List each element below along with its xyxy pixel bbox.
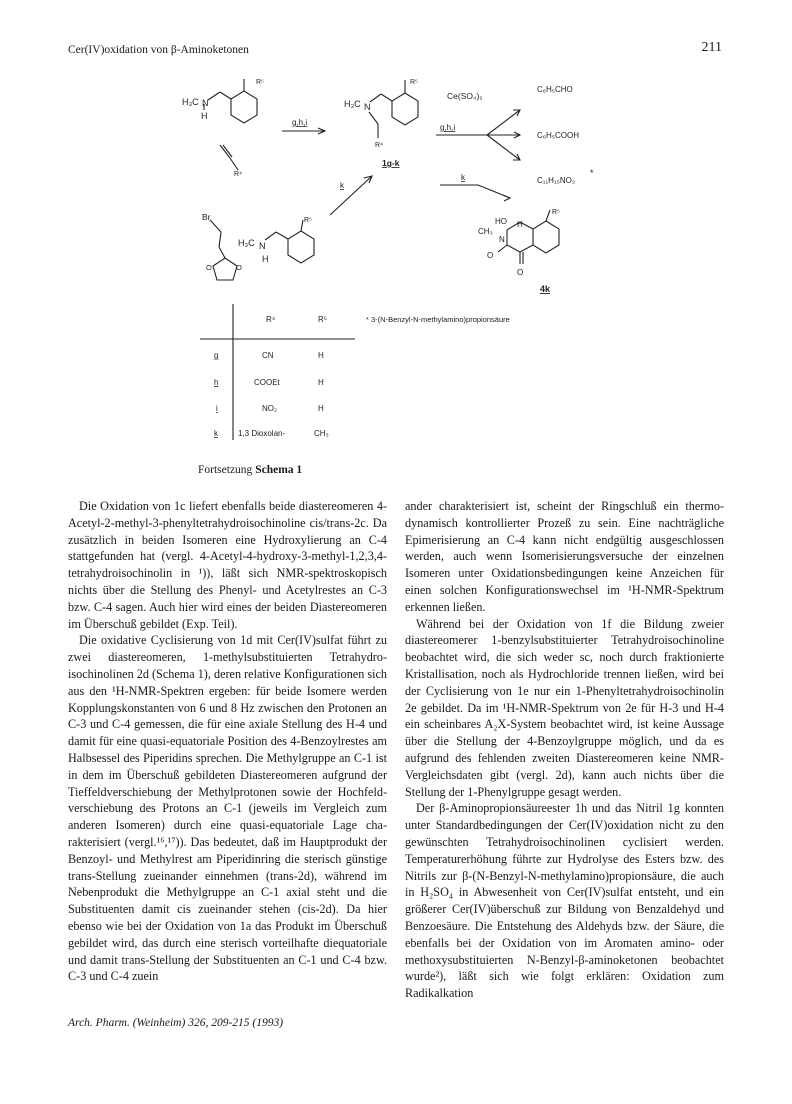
product-4k (478, 209, 560, 294)
table-row-key: h (214, 378, 219, 387)
step-k-label: k (461, 173, 465, 182)
scheme-footnote: * 3-(N-Benzyl-N-methylamino)propionsäure (366, 315, 510, 324)
caption-bold: Schema 1 (255, 464, 303, 476)
carbonyl-o-label: O (517, 268, 524, 277)
arrow-ghi (282, 118, 325, 134)
running-title: Cer(IV)oxidation von β-Aminoketonen (68, 44, 249, 56)
h-label: H (262, 254, 269, 264)
h-label: H (517, 220, 523, 229)
bromine-label: Br (202, 212, 211, 222)
table-cell-r5: H (318, 351, 324, 360)
table-row-key: k (214, 429, 218, 438)
caption-prefix: Fortsetzung (198, 464, 253, 476)
h3c-label: H₃C (238, 238, 255, 248)
h3c-label: H₃C (344, 99, 361, 109)
paragraph: Der β-Aminopropionsäureester 1h und das Nitril 1g konnten unter Standardbedingungen der Cer(IV)oxidation nicht zu den gewünschten Tetrahydroisochinolinen cyclisiert werden. Temperaturerhöhung führte zur Hydrolyse des Esters bzw. des Nitrils zur β-(N-Benzyl-N-methylamino)propionsäure, die auch in H₂SO₄ in Abwesenheit von Cer(IV)sulfat entsteht, und ein größerer Cer(IV)überschuß zur Bildung von Benzaldehyd und Benzoesäure. Die Entstehung des Aldehyds bzw. der Säure, die ebenfalls bei der Oxidation von im Aromaten amino- oder methoxysubstituierten N-Benzyl-β-aminoketonen beobachtet wurde²), läßt sich wie folgt erklären: Oxidation zum Radikalkation (405, 801, 724, 1001)
table-cell-r4: 1,3 Dioxolan- (238, 429, 286, 438)
page-number: 211 (701, 40, 722, 55)
paragraph: ander charakterisiert ist, scheint der Ringschluß ein thermodynamisch kontrollierter Prozeß zu sein. Eine nachträgliche Epimerisierung an C-4 kann nicht endgültig ausgeschlossen werden, auch wenn Isomerisierungsversuche der einzelnen Isomeren unter Oxidationsbedingungen keine Anzeichen für einen solchen Konfigurationswechsel im ¹H-NMR-Spektrum erkennen ließen. (405, 499, 724, 614)
r5-label: R⁵ (304, 217, 312, 224)
product-benzaldehyde: C₆H₅CHO (537, 85, 573, 94)
scheme-caption (198, 464, 302, 476)
reactant-amine (182, 79, 264, 123)
substituent-table (200, 304, 355, 440)
h3c-label: H₃C (182, 97, 199, 107)
table-cell-r4: NO₂ (262, 404, 278, 413)
r5-label: R⁵ (552, 209, 560, 216)
carbonyl-o-label: O (487, 251, 494, 260)
reactant-alkene (220, 145, 242, 178)
table-header-r5: R⁵ (318, 315, 328, 324)
compound-4k-label: 4k (540, 284, 551, 294)
body-column-left (68, 498, 387, 985)
body-column-right (405, 498, 724, 1002)
paragraph: Die oxidative Cyclisierung von 1d mit Cer(IV)sulfat führt zu zwei diastereomeren, 1-methylsubstituierten Tetrahydroisochinolinen 2d (Schema 1), deren relative Konfigurationen sich aus den ¹H-NMR-Spektren ergeben: für beide Isomere werden Kopplungskonstanten von 6 und 8 Hz zwischen den Protonen an C-3 und C-4 gemessen, die für eine axiale Stellung des H-4 und damit für eine quasi-equatoriale Position des 4-Benzoylrestes am Halbsessel des Piperidins sprechen. Die Methylgruppe an C-1 ist in dem im Überschuß gebildeten Diastereomeren aufgrund der Tieffeldverschiebung der Methylprotonen sowie der Hochfeldverschiebung des Protons an C-1 (jeweils im Vergleich zum anderen Isomeren) durch eine quasi-equatoriale Lage charakterisiert (vergl.¹⁶,¹⁷)). Das bedeutet, daß im Hauptprodukt der Benzoyl- und Methylrest am Piperidinring die sterisch günstige trans-Stellung zueinander einnehmen (trans-2d), während im Nebenprodukt die Methylgruppe an C-1 axial steht und die Substituenten damit cis zueinander stehen (cis-2d). Da hier ebenso wie bei der Oxidation von 1a das Produkt im Überschuß gebildet wird, das durch eine sterisch vorteilhafte diequatoriale und damit trans-Stellung der Substituenten an C-1 und C-4 bzw. C-3 und C-4 zuein (68, 633, 387, 984)
ch3-label: CH₃ (478, 227, 493, 236)
table-cell-r4: CN (262, 351, 274, 360)
journal-footer: Arch. Pharm. (Weinheim) 326, 209-215 (1993) (68, 1017, 284, 1029)
table-header-r4: R⁴ (266, 315, 276, 324)
n-label: N (499, 235, 505, 244)
r4-label: R⁴ (375, 142, 384, 149)
r5-label: R⁵ (256, 79, 264, 86)
arrow-k-lower (440, 173, 510, 201)
r4-label: R⁴ (234, 171, 243, 178)
table-cell-r5: CH₃ (314, 429, 329, 438)
cerium-sulfate-label: Ce(SO₄)₂ (447, 91, 483, 101)
n-label: N (364, 102, 371, 112)
compound-1gk-label: 1g-k (382, 158, 400, 168)
paragraph: Während bei der Oxidation von 1f die Bildung zweier diastereomerer 1-benzylsubstituierter Tetrahydroisochinoline beobachtet wird, die sich weder sc, noch durch fraktionierte Kristallisation, noch als Hydrochloride trennen ließen, wird bei der Cyclisierung von 1e nur ein 1-Phenyltetrahydroisochinolin 2e gebildet. Da im ¹H-NMR-Spektrum von 2e für H-3 und H-4 ein scheinbares A₂X-System beobachtet wird, ist keine Aussage über die Stellung der 4-Benzoylgruppe möglich, und da es aufgrund des fehlenden zweiten Diastereomeren keine NMR-Vergleichsdaten gibt (vergl. 2d), kann auch nichts über die Stellung der 1-Phenylgruppe gesagt werden. (405, 616, 724, 799)
oxygen-label: O (236, 263, 242, 272)
arrow-k-diagonal (330, 176, 372, 215)
paragraph: Die Oxidation von 1c liefert ebenfalls beide diastereomeren 4-Acetyl-2-methyl-3-phenyltetrahydroisochinoline cis/trans-2c. Da zusätzlich in beiden Isomeren eine Hydroxylierung an C-4 stattgefunden hat (vergl. 4-Acetyl-4-hydroxy-3-methyl-1,2,3,4-tetrahydroisochinolin in ¹)), läßt sich NMR-spektroskopisch nichts über die Stellung des Phenyl- und Acetylrestes an C-3 bzw. C-4 sagen. Auch hier wird eines der beiden Diastereomeren im Überschuß gebildet (Exp. Teil). (68, 499, 387, 631)
oxygen-label: O (206, 263, 212, 272)
product-benzoic-acid: C₆H₅COOH (537, 131, 580, 140)
step-ghi-label: g,h,i (440, 123, 456, 132)
table-row-key: g (214, 351, 219, 360)
table-cell-r5: H (318, 404, 324, 413)
table-cell-r4: COOEt (254, 378, 280, 387)
reaction-scheme (0, 0, 792, 470)
step-ghi-label: g,h,i (292, 118, 308, 127)
n-label: N (202, 98, 209, 108)
reactant-bromo-dioxolane (202, 212, 242, 280)
table-row-key: i (216, 404, 218, 413)
step-k-label: k (340, 181, 344, 190)
product-amino-acid: C₁₁H₁₅NO₂ (537, 176, 575, 185)
intermediate-1gk (344, 79, 418, 168)
product-footnote-star: * (590, 168, 594, 178)
table-cell-r5: H (318, 378, 324, 387)
reactant-amine-r5 (238, 217, 314, 264)
h-label: H (201, 111, 208, 121)
ho-label: HO (495, 217, 507, 226)
n-label: N (259, 241, 266, 251)
r5-label: R⁵ (410, 79, 418, 86)
